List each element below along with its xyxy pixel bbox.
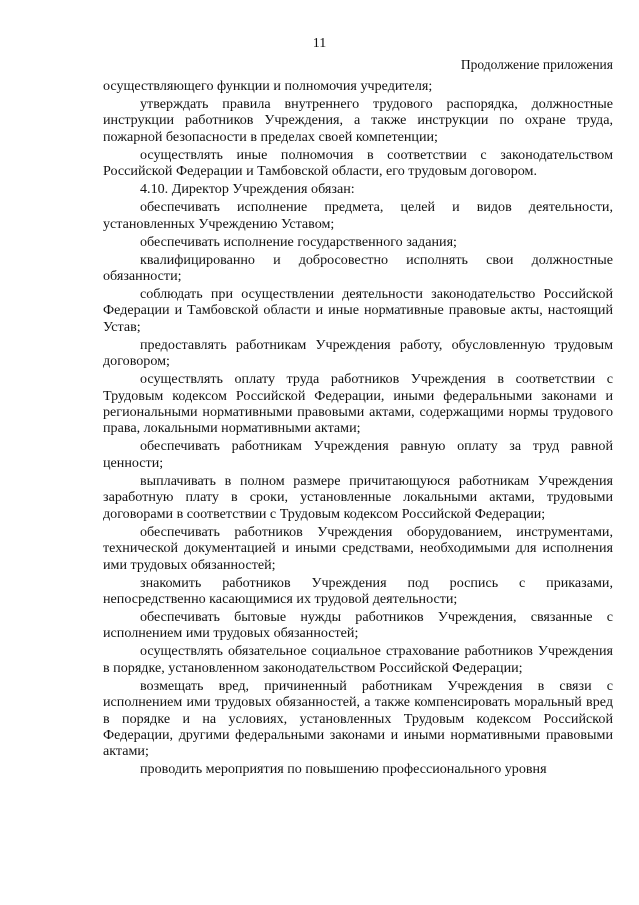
paragraph: соблюдать при осуществлении деятельности законодательство Российской Федерации и Тамбовской области и иные нормативные правовые акты, настоящий Устав;: [103, 286, 613, 335]
document-body: [103, 78, 613, 779]
paragraph: осуществлять оплату труда работников Учреждения в соответствии с Трудовым кодексом Российской Федерации, иными федеральными законами и региональными нормативными правовыми актами, содержащими нормы трудового права, локальными нормативными актами;: [103, 371, 613, 437]
paragraph: предоставлять работникам Учреждения работу, обусловленную трудовым договором;: [103, 336, 613, 370]
paragraph: обеспечивать исполнение предмета, целей и видов деятельности, установленных Учреждению Уставом;: [103, 199, 613, 232]
page-number: 11: [312, 36, 327, 51]
paragraph: обеспечивать исполнение государственного задания;: [140, 233, 457, 250]
paragraph: осуществлять иные полномочия в соответствии с законодательством Российской Федерации и Тамбовской области, его трудовым договором.: [103, 146, 613, 180]
paragraph: выплачивать в полном размере причитающуюся работникам Учреждения заработную плату в сроки, установленные локальными актами, трудовыми договорами в соответствии с Трудовым кодексом Российской Федерации;: [103, 472, 613, 522]
paragraph: обеспечивать работникам Учреждения равную оплату за труд равной ценности;: [103, 438, 613, 471]
section-heading: 4.10. Директор Учреждения обязан:: [140, 181, 355, 198]
paragraph: обеспечивать бытовые нужды работников Учреждения, связанные с исполнением ими трудовых обязанностей;: [103, 608, 613, 642]
paragraph: осуществляющего функции и полномочия учредителя;: [103, 78, 433, 94]
paragraph: знакомить работников Учреждения под роспись с приказами, непосредственно касающимися их трудовой деятельности;: [103, 574, 613, 607]
paragraph: обеспечивать работников Учреждения оборудованием, инструментами, технической документацией и иными средствами, необходимыми для исполнения ими трудовых обязанностей;: [103, 523, 613, 573]
paragraph: утверждать правила внутреннего трудового распорядка, должностные инструкции работников Учреждения, а также инструкции по охране труда, пожарной безопасности в пределах своей компетенции;: [103, 96, 613, 145]
paragraph: проводить мероприятия по повышению профессионального уровня: [140, 761, 547, 778]
paragraph: квалифицированно и добросовестно исполнять свои должностные обязанности;: [103, 251, 613, 285]
paragraph: осуществлять обязательное социальное страхование работников Учреждения в порядке, установленном законодательством Российской Федерации;: [103, 643, 613, 676]
continuation-note: Продолжение приложения: [460, 57, 613, 72]
paragraph: возмещать вред, причиненный работникам Учреждения в связи с исполнением ими трудовых обязанностей, а также компенсировать моральный вред в порядке и на условиях, установленных Трудовым кодексом Российской Федерации, другими федеральными законами и иными нормативными правовыми актами;: [103, 677, 613, 760]
